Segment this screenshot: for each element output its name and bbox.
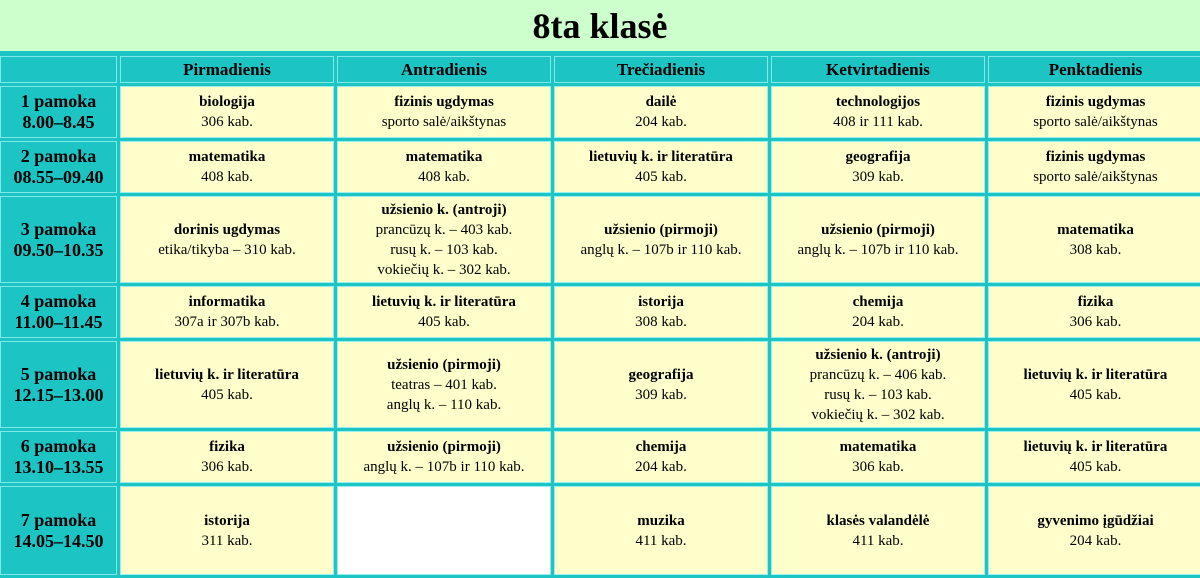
lesson-room: 306 kab. [201,459,253,475]
lesson-subject: klasės valandėlė [826,512,930,529]
table-row [0,286,1200,338]
lesson-subject: lietuvių k. ir literatūra [1023,439,1168,455]
period-time: 8.00–8.45 [22,112,95,132]
lesson-room: sporto salė/aikštynas [1033,169,1158,185]
lesson-room: anglų k. – 107b ir 110 kab. [363,459,525,475]
lesson-room: 204 kab. [1069,532,1122,549]
period-label: 1 pamoka [20,91,97,111]
period-label: 4 pamoka [20,291,97,311]
lesson-cell [120,341,334,428]
period-time: 13.10–13.55 [13,457,104,477]
period-time: 08.55–09.40 [13,167,104,187]
day-header: Antradienis [337,56,551,83]
lesson-cell [771,196,985,283]
table-row [0,341,1200,428]
lesson-subject: dailė [645,94,677,110]
period-time: 09.50–10.35 [13,239,104,260]
lesson-cell [988,86,1200,138]
lesson-subject: fizinis ugdymas [1045,94,1146,110]
table-row [0,86,1200,138]
lesson-subject: fizinis ugdymas [1045,149,1146,165]
lesson-cell [120,486,334,575]
lesson-room: 308 kab. [1069,241,1122,258]
lesson-room: 405 kab. [418,314,470,330]
period-label: 3 pamoka [20,218,97,239]
lesson-subject: matematika [839,439,917,455]
lesson-cell [554,486,768,575]
period-cell [0,86,117,138]
lesson-cell [337,141,551,193]
lesson-subject: geografija [628,366,694,383]
lesson-cell [120,86,334,138]
period-cell [0,341,117,428]
period-cell [0,141,117,193]
lesson-subject: užsienio k. (antroji) [815,346,941,363]
day-header: Pirmadienis [120,56,334,83]
lesson-room: 405 kab. [1069,459,1122,475]
lesson-cell [554,286,768,338]
lesson-room: 408 kab. [418,169,470,185]
period-label: 7 pamoka [20,509,97,530]
table-row [0,196,1200,283]
period-cell [0,286,117,338]
lesson-room: vokiečių k. – 302 kab. [811,406,945,423]
lesson-room: 307a ir 307b kab. [174,314,280,330]
timetable [0,53,1200,578]
lesson-subject: geografija [845,149,911,165]
lesson-room: 204 kab. [635,459,687,475]
empty-lesson-cell [337,486,551,575]
timetable-body [0,86,1200,575]
lesson-subject: gyvenimo įgūdžiai [1037,512,1154,529]
lesson-subject: biologija [199,94,255,110]
lesson-cell [120,286,334,338]
period-cell [0,486,117,575]
lesson-cell [771,286,985,338]
table-row [0,431,1200,483]
lesson-cell [988,341,1200,428]
lesson-room: 405 kab. [201,386,253,403]
lesson-subject: istorija [204,512,250,529]
lesson-room: teatras – 401 kab. [391,376,497,393]
lesson-room: vokiečių k. – 302 kab. [377,261,511,278]
period-label: 6 pamoka [20,436,97,456]
lesson-room: 309 kab. [852,169,904,185]
lesson-room: etika/tikyba – 310 kab. [158,241,296,258]
lesson-room: rusų k. – 103 kab. [824,386,932,403]
period-time: 14.05–14.50 [13,530,104,551]
period-label: 5 pamoka [20,363,97,384]
lesson-subject: lietuvių k. ir literatūra [589,149,733,165]
day-header: Ketvirtadienis [771,56,985,83]
lesson-subject: matematika [1057,221,1134,238]
lesson-subject: užsienio (pirmoji) [387,439,501,455]
lesson-subject: matematika [188,149,266,165]
lesson-subject: fizinis ugdymas [394,94,494,110]
lesson-room: prancūzų k. – 406 kab. [809,366,947,383]
lesson-subject: lietuvių k. ir literatūra [155,366,299,383]
lesson-subject: informatika [188,294,266,310]
lesson-subject: fizika [1077,294,1114,310]
lesson-cell [771,341,985,428]
lesson-cell [988,486,1200,575]
day-header: Trečiadienis [554,56,768,83]
lesson-cell [337,286,551,338]
page-title: 8ta klasė [0,0,1200,53]
lesson-room: 204 kab. [635,114,687,130]
lesson-cell [988,141,1200,193]
lesson-room: 405 kab. [635,169,687,185]
lesson-cell [771,486,985,575]
lesson-room: 309 kab. [635,386,687,403]
lesson-room: 411 kab. [635,532,687,549]
lesson-room: 306 kab. [201,114,253,130]
table-row [0,486,1200,575]
lesson-subject: chemija [852,294,904,310]
day-header-row [0,56,1200,83]
lesson-room: 405 kab. [1069,386,1122,403]
lesson-room: anglų k. – 110 kab. [386,396,502,413]
lesson-room: 306 kab. [1069,314,1122,330]
lesson-room: rusų k. – 103 kab. [390,241,498,258]
lesson-subject: užsienio k. (antroji) [381,201,507,218]
lesson-cell [988,286,1200,338]
lesson-subject: fizika [209,439,245,455]
lesson-subject: lietuvių k. ir literatūra [372,294,516,310]
lesson-subject: technologijos [835,94,921,110]
lesson-room: anglų k. – 107b ir 110 kab. [580,241,742,258]
period-cell [0,196,117,283]
lesson-subject: lietuvių k. ir literatūra [1023,366,1168,383]
lesson-cell [988,431,1200,483]
lesson-subject: chemija [635,439,687,455]
lesson-cell [771,431,985,483]
lesson-room: 411 kab. [852,532,904,549]
lesson-cell [337,341,551,428]
lesson-cell [771,141,985,193]
lesson-cell [337,86,551,138]
lesson-cell [988,196,1200,283]
period-time: 11.00–11.45 [14,312,103,332]
table-row [0,141,1200,193]
lesson-cell [120,196,334,283]
lesson-cell [337,431,551,483]
lesson-subject: muzika [637,512,685,529]
lesson-room: sporto salė/aikštynas [381,114,507,130]
lesson-cell [554,86,768,138]
lesson-room: prancūzų k. – 403 kab. [375,221,513,238]
lesson-room: anglų k. – 107b ir 110 kab. [797,241,959,258]
lesson-room: 408 kab. [201,169,253,185]
corner-cell [0,56,117,83]
lesson-subject: užsienio (pirmoji) [387,356,501,373]
lesson-cell [120,431,334,483]
lesson-room: sporto salė/aikštynas [1033,114,1158,130]
lesson-cell [771,86,985,138]
lesson-room: 408 ir 111 kab. [833,114,923,130]
lesson-room: 311 kab. [201,532,253,549]
lesson-subject: istorija [638,294,684,310]
lesson-room: 204 kab. [852,314,904,330]
lesson-subject: užsienio (pirmoji) [821,221,935,238]
lesson-room: 308 kab. [635,314,687,330]
lesson-cell [554,196,768,283]
period-cell [0,431,117,483]
lesson-cell [337,196,551,283]
lesson-cell [120,141,334,193]
lesson-room: 306 kab. [852,459,904,475]
lesson-subject: dorinis ugdymas [173,221,281,238]
lesson-cell [554,341,768,428]
lesson-subject: užsienio (pirmoji) [604,221,718,238]
lesson-cell [554,431,768,483]
period-time: 12.15–13.00 [13,384,104,405]
lesson-subject: matematika [405,149,483,165]
period-label: 2 pamoka [20,146,97,166]
day-header: Penktadienis [988,56,1200,83]
lesson-cell [554,141,768,193]
